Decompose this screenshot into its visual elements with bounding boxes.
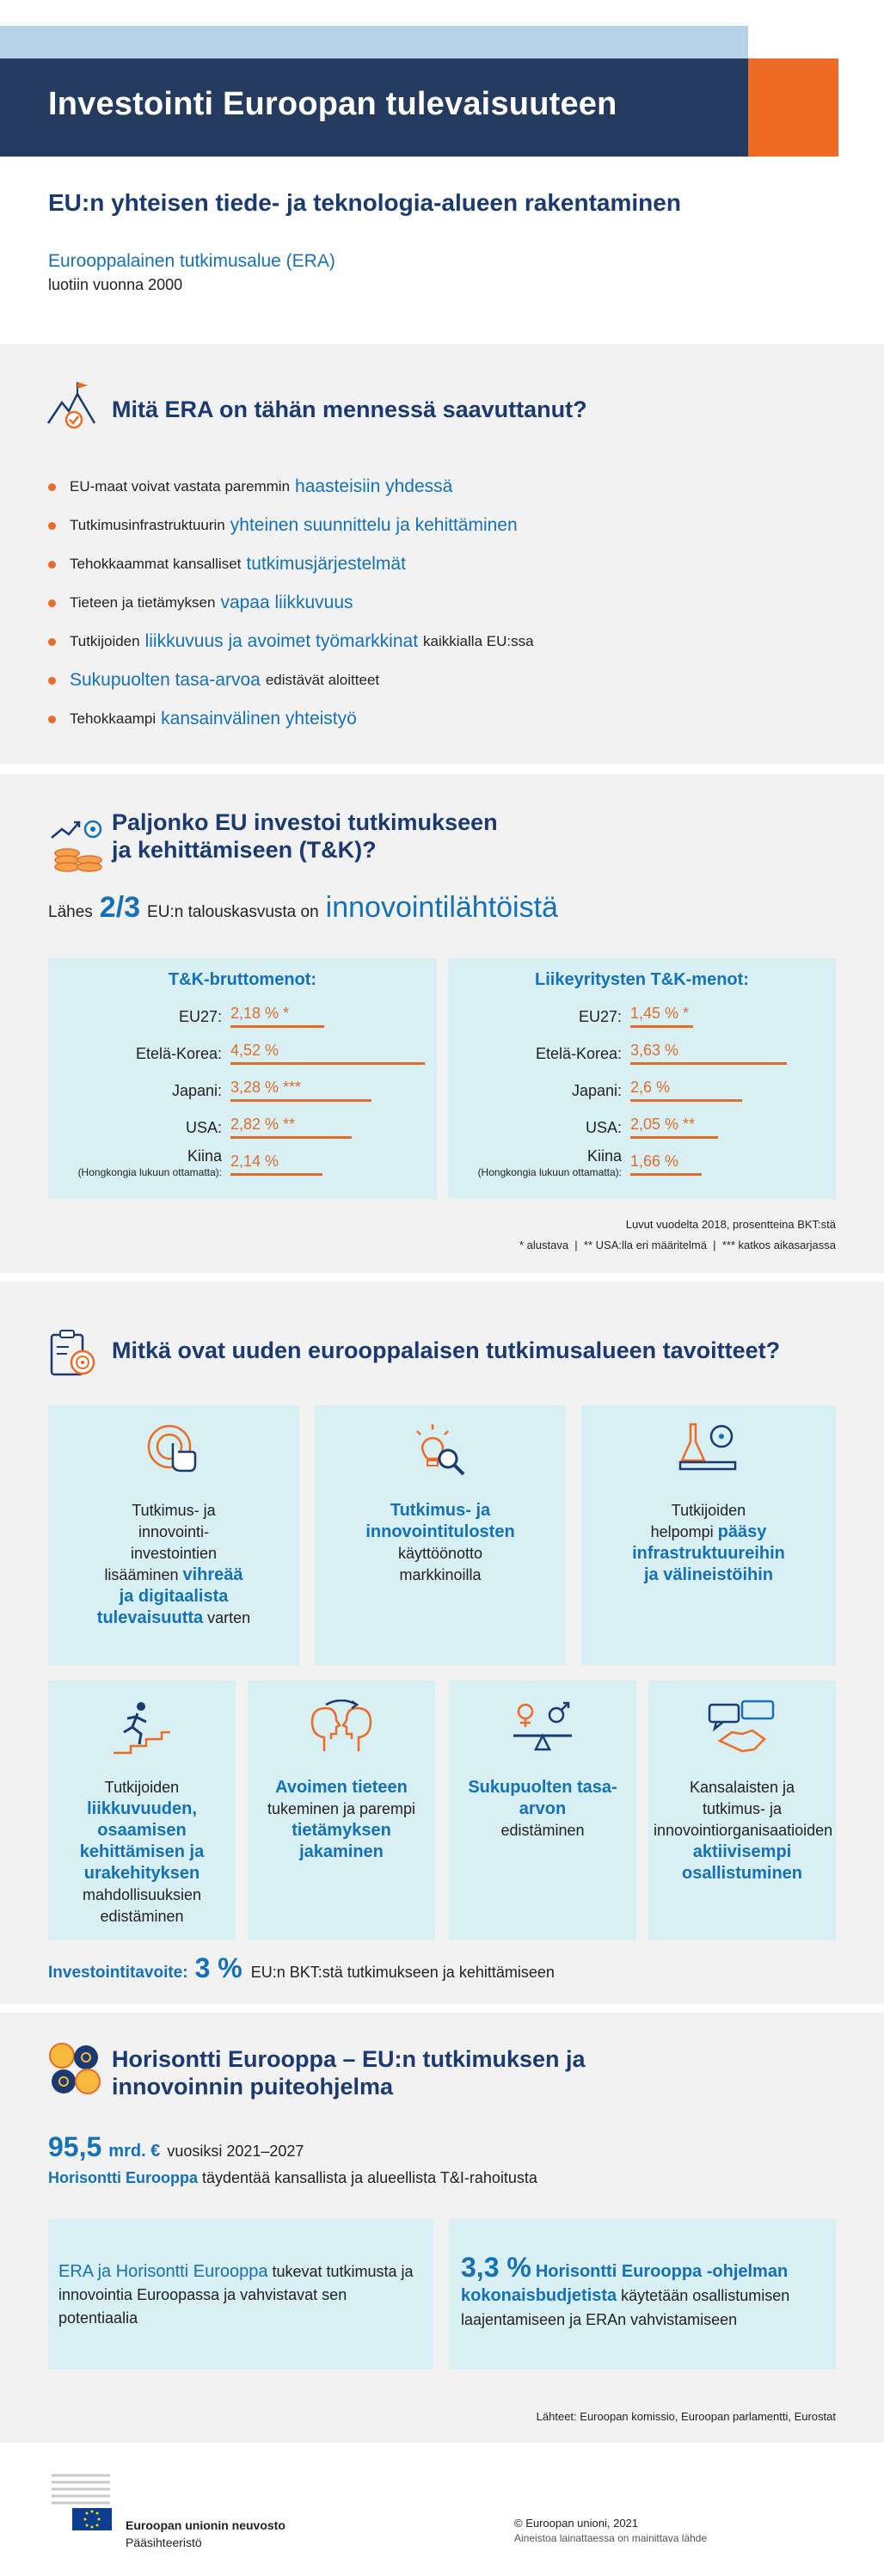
goal-highlight: osallistuminen xyxy=(681,1864,803,1883)
achievement-item xyxy=(48,667,384,694)
page-subtitle: EU:n yhteisen tiede- ja teknologia-alueen rakentaminen xyxy=(48,189,681,216)
goal-text-segment: innovointiorganisaatioiden xyxy=(654,1822,833,1839)
copyright-note: Aineistoa lainattaessa on mainittava lähde xyxy=(514,2532,708,2544)
goal-highlight: ja digitaalista xyxy=(119,1587,229,1606)
goal-text-segment: edistäminen xyxy=(500,1822,585,1839)
goal-text xyxy=(593,1500,824,1586)
knowledge-exchange-icon xyxy=(300,1700,383,1759)
country-label: Kiina xyxy=(187,1147,222,1165)
goal-text-segment: mahdollisuuksien xyxy=(82,1886,202,1903)
goal-highlight: aktiivisempi xyxy=(692,1842,792,1861)
growth-highlight: innovointilähtöistä xyxy=(325,891,558,924)
achievement-highlight: haasteisiin yhdessä xyxy=(295,476,453,496)
goal-text xyxy=(60,1500,287,1629)
target-label: Investointitavoite: xyxy=(48,1964,188,1982)
box2-percent: 3,3 % xyxy=(461,2252,531,2283)
sources: Lähteet: Euroopan komissio, Euroopan parlamentti, Eurostat xyxy=(536,2410,836,2423)
complement-highlight: Horisontti Eurooppa xyxy=(48,2169,198,2186)
figures-year-note: Luvut vuodelta 2018, prosentteina BKT:stä xyxy=(625,1218,836,1231)
rd-value-label: 2,82 % ** xyxy=(230,1116,296,1133)
country-label: USA: xyxy=(585,1119,622,1136)
achievement-item xyxy=(48,628,539,655)
bullet-dot-icon xyxy=(48,599,56,607)
achievement-item xyxy=(48,589,359,617)
goal-card xyxy=(581,1405,836,1665)
goal-text xyxy=(327,1500,554,1586)
rd-bar xyxy=(630,1136,718,1139)
goal-highlight: tietämyksen xyxy=(292,1821,391,1840)
target-value: 3 % xyxy=(194,1952,242,1983)
goal-text-segment: markkinoilla xyxy=(399,1566,482,1583)
goal-highlight: kehittämisen ja xyxy=(79,1842,205,1861)
bullet-dot-icon xyxy=(48,638,56,646)
horizon-box-budget-text xyxy=(461,2252,824,2332)
rd-value-label: 2,14 % xyxy=(230,1153,279,1170)
achievement-text: edistävät aloitteet xyxy=(265,672,380,688)
gross-rd-panel xyxy=(48,958,437,1199)
budget-years: vuosiksi 2021–2027 xyxy=(167,2143,304,2160)
investment-title-line2: ja kehittämiseen (T&K)? xyxy=(112,837,377,863)
copyright: © Euroopan unioni, 2021 xyxy=(514,2517,639,2530)
investment-section xyxy=(0,774,884,1273)
page-title: Investointi Euroopan tulevaisuuteen xyxy=(48,86,617,122)
achievement-highlight: yhteinen suunnittelu ja kehittäminen xyxy=(230,515,518,535)
growth-fraction: 2/3 xyxy=(99,891,141,924)
bullet-dot-icon xyxy=(48,677,56,685)
country-sublabel: (Hongkongia lukuun ottamatta): xyxy=(77,1166,222,1178)
country-label: Kiina xyxy=(586,1147,622,1165)
budget-value: 95,5 xyxy=(48,2131,102,2162)
goal-highlight: innovointitulosten xyxy=(365,1522,515,1541)
achievement-item xyxy=(48,512,523,539)
goal-card xyxy=(449,1681,636,1940)
rd-bar xyxy=(230,1062,425,1065)
lab-equipment-icon xyxy=(678,1421,739,1480)
goal-card xyxy=(248,1681,435,1940)
achievement-highlight: Sukupuolten tasa-arvoa xyxy=(70,670,261,690)
achievement-item xyxy=(48,473,457,501)
goal-text-segment: Kansalaisten ja xyxy=(689,1779,795,1796)
target-hand-icon xyxy=(144,1421,204,1480)
goal-text-segment: Tutkijoiden xyxy=(104,1779,180,1796)
goal-text-segment: edistäminen xyxy=(100,1908,184,1925)
bullet-dot-icon xyxy=(48,522,56,530)
goals-section xyxy=(0,1282,884,2004)
achievement-text: kaikkialla EU:ssa xyxy=(423,633,534,649)
achievement-highlight: liikkuvuus ja avoimet työmarkkinat xyxy=(144,631,419,651)
country-sublabel: (Hongkongia lukuun ottamatta): xyxy=(477,1166,622,1178)
goal-highlight: vihreää xyxy=(182,1565,243,1584)
rd-bar xyxy=(630,1025,693,1028)
rd-value-label: 3,28 % *** xyxy=(230,1079,302,1096)
growth-pre: Lähes xyxy=(48,903,93,921)
country-label: EU27: xyxy=(178,1008,222,1025)
achievement-text: Tieteen ja tietämyksen xyxy=(70,594,216,611)
goal-highlight: urakehityksen xyxy=(83,1864,200,1883)
achievement-item xyxy=(48,550,411,578)
goal-text-segment: tutkimus- ja xyxy=(702,1800,783,1817)
achievement-highlight: tutkimusjärjestelmät xyxy=(246,554,406,574)
goal-highlight: Sukupuolten tasa- xyxy=(468,1778,617,1797)
bullet-dot-icon xyxy=(48,483,56,491)
rd-value-label: 2,6 % xyxy=(630,1079,671,1096)
rd-bar xyxy=(230,1173,322,1176)
achievements-section xyxy=(0,344,884,764)
goal-text-segment: innovointi- xyxy=(138,1523,210,1540)
goal-text-segment: Tutkijoiden xyxy=(671,1502,746,1519)
investment-title xyxy=(112,808,498,864)
org-unit: Pääsihteeristö xyxy=(126,2536,202,2549)
goal-card xyxy=(315,1405,566,1665)
achievement-text: EU-maat voivat vastata paremmin xyxy=(70,478,291,495)
gender-balance-icon xyxy=(508,1700,577,1759)
goal-text-segment: investointien xyxy=(130,1545,218,1562)
achievement-text: Tehokkaampi xyxy=(70,710,157,727)
achievement-item xyxy=(48,705,362,733)
goal-card xyxy=(648,1681,836,1940)
horizon-box-era xyxy=(48,2219,433,2370)
horizon-box-era-text xyxy=(58,2260,421,2330)
growth-mid: EU:n talouskasvusta on xyxy=(147,903,319,921)
rd-value-label: 1,45 % * xyxy=(630,1005,690,1022)
goal-card xyxy=(48,1681,236,1940)
goal-text xyxy=(53,1777,230,1927)
council-building-icon xyxy=(48,2468,114,2530)
box1-text: tukevat tutkimusta ja innovointia Euroopassa ja vahvistavat sen potentiaalia xyxy=(58,2263,414,2327)
runner-stairs-icon xyxy=(112,1700,172,1759)
achievement-highlight: vapaa liikkuvuus xyxy=(220,593,353,612)
country-label: Japani: xyxy=(171,1082,222,1099)
era-name: Eurooppalainen tutkimusalue (ERA) xyxy=(48,251,335,271)
complement-line xyxy=(48,2169,537,2187)
header-orange-block xyxy=(748,58,838,157)
rd-value-label: 4,52 % xyxy=(230,1042,279,1059)
goal-text xyxy=(654,1777,831,1884)
growth-statement xyxy=(48,891,558,925)
coins-growth-icon xyxy=(48,817,108,872)
horizon-title-line1: Horisontti Eurooppa – EU:n tutkimuksen ja xyxy=(112,2046,586,2072)
bullet-dot-icon xyxy=(48,561,56,569)
achievements-title: Mitä ERA on tähän mennessä saavuttanut? xyxy=(112,397,587,422)
country-label: USA: xyxy=(185,1119,222,1136)
box2-highlight: Horisontti Eurooppa -ohjelman kokonaisbudjetista xyxy=(461,2262,789,2305)
horizon-title-line2: innovoinnin puiteohjelma xyxy=(112,2074,393,2100)
goal-text-segment: varten xyxy=(203,1609,251,1626)
achievement-text: Tehokkaammat kansalliset xyxy=(70,556,242,572)
clipboard-target-icon xyxy=(48,1328,98,1380)
goal-text-segment: tukeminen ja parempi xyxy=(267,1800,416,1817)
figures-legend-note: * alustava | ** USA:lla eri määritelmä | *** katkos aikasarjassa xyxy=(519,1239,836,1251)
goal-text-segment: käyttöönotto xyxy=(397,1545,483,1562)
rd-bar xyxy=(230,1099,371,1102)
goal-highlight: osaamisen xyxy=(97,1821,187,1840)
rd-bar xyxy=(230,1025,324,1028)
investment-target xyxy=(48,1952,555,1984)
rd-bar xyxy=(630,1173,702,1176)
achievement-highlight: kansainvälinen yhteistyö xyxy=(161,709,357,729)
budget-unit: mrd. € xyxy=(108,2142,161,2161)
box1-highlight: ERA ja Horisontti Eurooppa xyxy=(58,2262,268,2281)
rd-value-label: 3,63 % xyxy=(630,1042,679,1059)
coins-research-icon xyxy=(45,2038,107,2100)
dialogue-handshake-icon xyxy=(708,1700,777,1759)
goal-card xyxy=(48,1405,299,1665)
country-label: EU27: xyxy=(578,1008,622,1025)
complement-text: täydentää kansallista ja alueellista T&I-rahoitusta xyxy=(202,2169,537,2186)
bullet-dot-icon xyxy=(48,716,56,723)
country-label: Etelä-Korea: xyxy=(535,1045,622,1062)
goal-highlight: liikkuvuuden, xyxy=(87,1799,197,1818)
goal-highlight: ja välineistöihin xyxy=(643,1565,774,1584)
goal-text-segment: helpompi xyxy=(650,1523,718,1540)
goal-text xyxy=(253,1777,430,1863)
goal-highlight: arvon xyxy=(519,1799,567,1818)
goal-text-segment: Tutkimus- ja xyxy=(132,1502,216,1519)
goal-text-segment: lisääminen xyxy=(104,1566,183,1583)
org-name: Euroopan unionin neuvosto xyxy=(126,2518,285,2532)
goal-highlight: infrastruktuureihin xyxy=(632,1544,785,1563)
goal-highlight: pääsy xyxy=(717,1522,767,1541)
goal-highlight: Avoimen tieteen xyxy=(275,1778,408,1797)
panel-title: Liikeyritysten T&K-menot: xyxy=(535,970,749,989)
horizon-box-budget xyxy=(449,2219,836,2370)
goal-highlight: Tutkimus- ja xyxy=(390,1501,491,1520)
rd-value-label: 1,66 % xyxy=(630,1153,679,1170)
target-text: EU:n BKT:stä tutkimukseen ja kehittämiseen xyxy=(250,1964,555,1981)
goal-highlight: jakaminen xyxy=(299,1842,384,1861)
panel-title: T&K-bruttomenot: xyxy=(168,970,317,989)
rd-value-label: 2,05 % ** xyxy=(630,1116,696,1133)
lightbulb-magnifier-icon xyxy=(410,1421,470,1485)
country-label: Japani: xyxy=(571,1082,622,1099)
goal-highlight: tulevaisuutta xyxy=(96,1608,204,1627)
mountain-flag-icon xyxy=(45,380,100,432)
goal-text xyxy=(454,1777,631,1841)
rd-bar xyxy=(630,1099,742,1102)
investment-title-line1: Paljonko EU investoi tutkimukseen xyxy=(112,809,498,835)
country-label: Etelä-Korea: xyxy=(135,1045,222,1062)
horizon-section xyxy=(0,2013,884,2443)
business-rd-panel xyxy=(448,958,836,1199)
achievement-text: Tutkijoiden xyxy=(70,633,140,649)
budget-line xyxy=(48,2131,304,2163)
rd-bar xyxy=(230,1136,352,1139)
box2-text: käytetään osallistumisen laajentamiseen ja ERAn vahvistamiseen xyxy=(461,2287,790,2328)
rd-value-label: 2,18 % * xyxy=(230,1005,290,1022)
rd-bar xyxy=(630,1062,787,1065)
goals-title: Mitkä ovat uuden eurooppalaisen tutkimusalueen tavoitteet? xyxy=(112,1337,781,1363)
era-created: luotiin vuonna 2000 xyxy=(48,276,183,293)
header-accent-band xyxy=(0,26,748,58)
horizon-title xyxy=(112,2045,586,2100)
achievement-text: Tutkimusinfrastruktuurin xyxy=(70,517,225,533)
eu-council-logo xyxy=(48,2468,114,2535)
